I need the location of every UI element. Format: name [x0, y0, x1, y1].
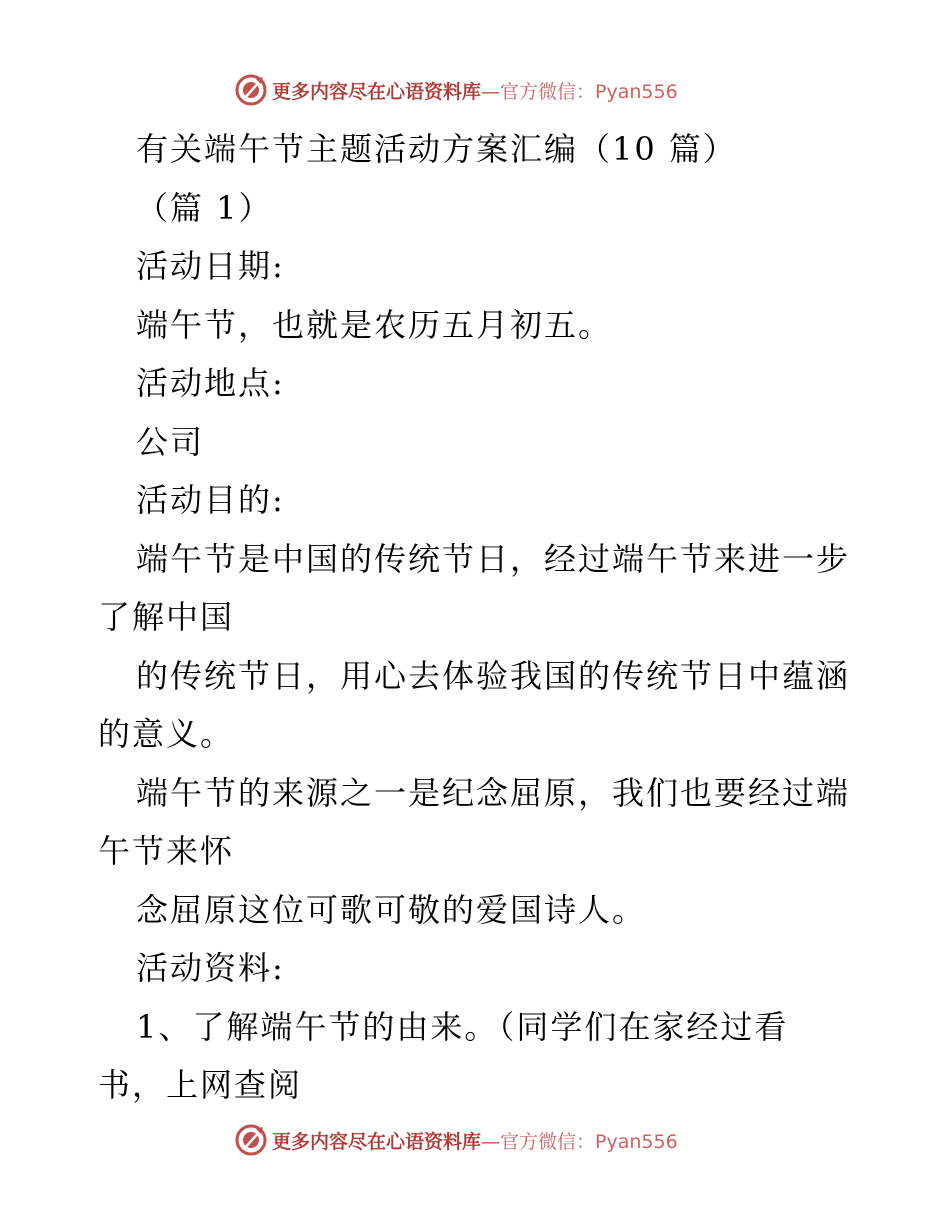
document-line: 活动资料:: [136, 949, 285, 987]
document-line: 1、了解端午节的由来。（同学们在家经过看: [136, 1007, 789, 1046]
banner-text: 更多内容尽在心语资料库—: [272, 80, 501, 103]
document-line: 午节来怀: [98, 832, 235, 870]
document-line: 书，上网查阅: [98, 1066, 303, 1104]
document-body: [98, 120, 858, 1115]
document-line: 端午节是中国的传统节日，经过端午节来进一步: [136, 539, 851, 578]
footer-banner: [234, 1122, 678, 1158]
banner-wechat: 官方微信：Pyan556: [500, 1130, 678, 1153]
header-banner: [234, 72, 678, 108]
document-line: 端午节，也就是农历五月初五。: [136, 305, 613, 344]
document-line: 的传统节日，用心去体验我国的传统节日中蕴涵: [136, 656, 851, 695]
document-line: 的意义。: [98, 715, 235, 753]
document-line: 公司: [136, 422, 205, 461]
document-line: 活动地点:: [136, 364, 285, 402]
document-line: 念屈原这位可歌可敬的爱国诗人。: [136, 890, 647, 929]
banner-wechat: 官方微信：Pyan556: [500, 80, 678, 103]
document-line: 活动日期:: [136, 247, 285, 285]
seal-logo-icon: [234, 73, 268, 107]
document-line: 活动目的:: [136, 481, 285, 519]
document-line: （篇 1）: [136, 188, 273, 227]
document-line: 端午节的来源之一是纪念屈原，我们也要经过端: [136, 773, 851, 812]
banner-text: 更多内容尽在心语资料库—: [272, 1130, 501, 1153]
document-line: 有关端午节主题活动方案汇编（10 篇）: [136, 130, 737, 168]
seal-logo-icon: [234, 1123, 268, 1157]
document-line: 了解中国: [98, 598, 235, 636]
